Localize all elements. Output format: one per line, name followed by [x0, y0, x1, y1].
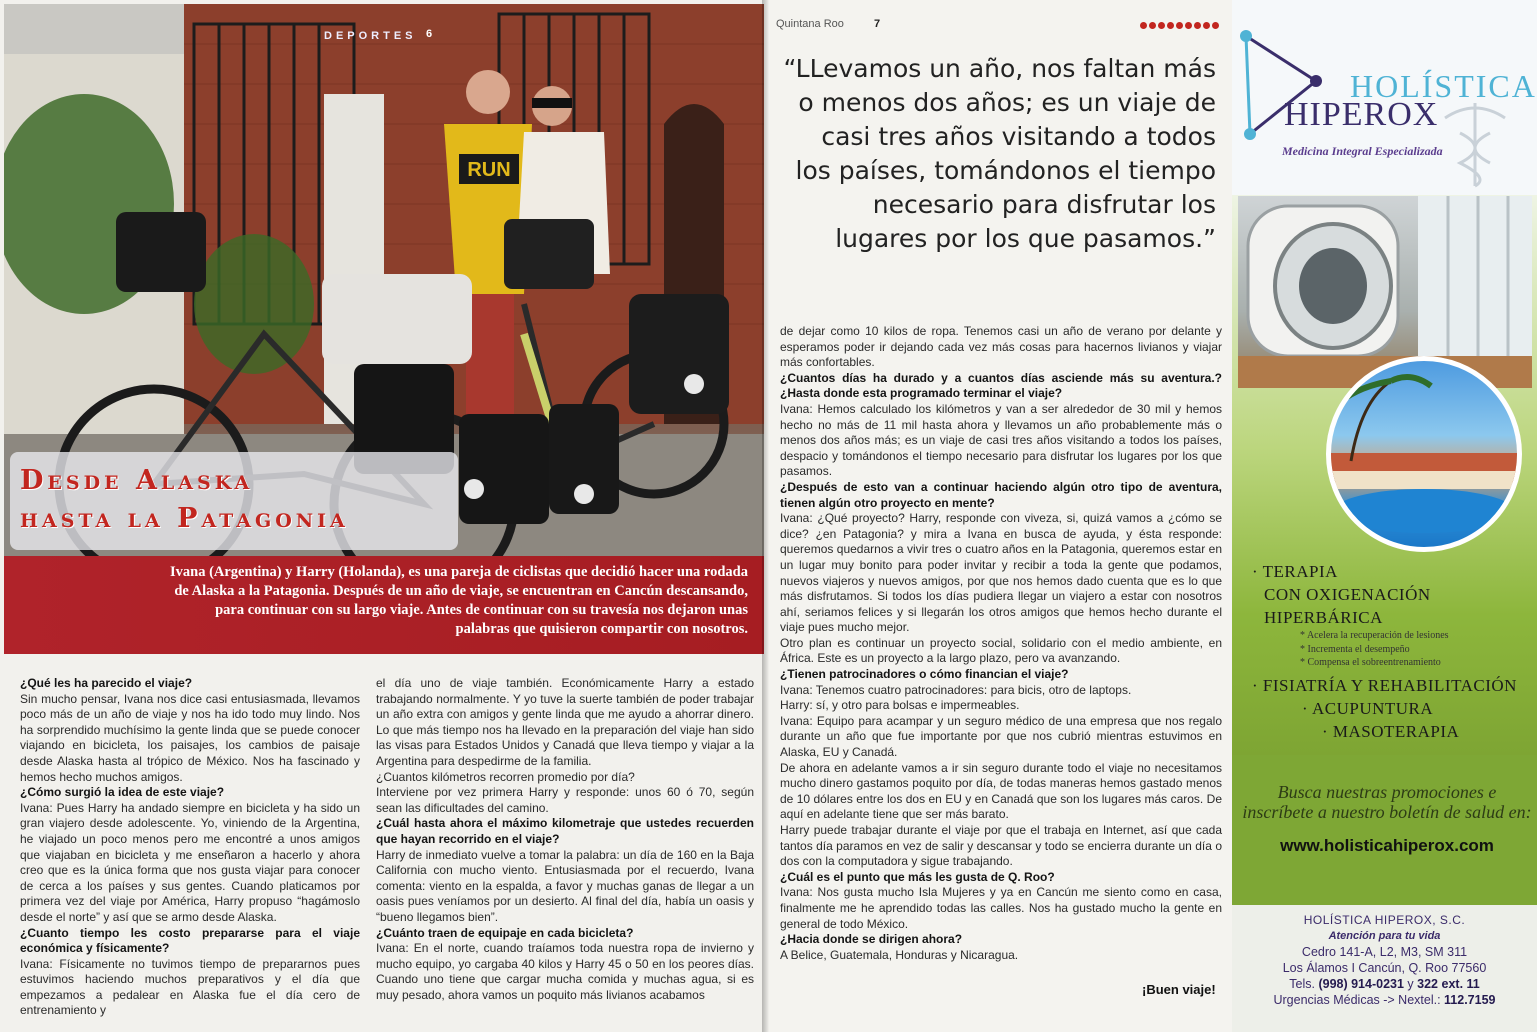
paragraph: Ivana: Equipo para acampar y un seguro médico de una empresa que nos regalo durante un año que fue importante por que nos cubrió mientras estuvimos en Alaska, EU y Canadá. — [780, 713, 1222, 760]
brand-tagline: Medicina Integral Especializada — [1282, 144, 1443, 158]
page-spine — [762, 0, 774, 1032]
article-column-2 — [376, 676, 754, 1003]
paragraph: Ivana: Hemos calculado los kilómetros y van a ser alrededor de 30 mil y hemos hecho no más de 11 mil hasta ahora y llevamos un año probablemente más o menos dos años más; es un viaje de casi tres años visitando a todos los países, despacio y tomándonos el tiempo necesario para disfrutar los lugares por los que pasamos. — [780, 401, 1222, 479]
service-masoterapia: · MASOTERAPIA — [1322, 721, 1460, 741]
brand-holistica: HOLÍSTICA — [1350, 68, 1537, 104]
ad-website: www.holisticahiperox.com — [1280, 836, 1494, 855]
interview-question: ¿Tienen patrocinadores o cómo financian el viaje? — [780, 667, 1069, 682]
service-hiperbarica: HIPERBÁRICA — [1264, 608, 1383, 627]
company-slogan: Atención para tu vida — [1328, 930, 1441, 942]
paragraph: Ivana: ¿Qué proyecto? Harry, responde con viveza, si, quizá vamos a ¿cómo se dice? ¿en Patagonia? y mira a Ivana en busca de ayuda, y ésta responde: queremos quedarnos a vivir tres o cuatro años en la Patagonia, queremos estar en un lugar muy bonito para poder invitar y recibir a toda la gente que podamos, nuevos viajeros y nuevos amigos, por que nos hemos dado cuenta que es lo que más disfrutamos. Si todos los días pudiera llegar un viajero a estar con nosotros ahí, seriamos felices y si llegarán los otros amigos que hemos hecho durante el viaje pues mucho mejor. — [780, 511, 1222, 635]
interview-question: ¿Cuál hasta ahora el máximo kilometraje que ustedes recuerden que hayan recorrido en el viaje? — [376, 816, 754, 846]
sign-off: ¡Buen viaje! — [1142, 982, 1216, 997]
page-number-right: 7 — [874, 18, 881, 30]
service-fisiatria: · FISIATRÍA Y REHABILITACIÓN — [1252, 675, 1517, 695]
service-acupuntura: · ACUPUNTURA — [1302, 698, 1434, 718]
article-column-3 — [780, 324, 1222, 963]
paragraph: Harry: sí, y otro para bolsas e impermeables. — [780, 698, 1020, 713]
interview-question: ¿Cuantos días ha durado y a cuantos días asciende más su aventura.?¿Hasta donde esta programado terminar el viaje? — [780, 370, 1222, 401]
company-name: HOLÍSTICA HIPEROX, S.C. — [1303, 913, 1466, 927]
title-line-2: hasta la Patagonia — [20, 503, 349, 534]
paragraph: Ivana: Nos gusta mucho Isla Mujeres y ya en Cancún me siento como en casa, finalmente me he aprendido todas las calles. Nos ha gustado mucho la gente en general de todo México. — [780, 885, 1222, 931]
urgent-line: Urgencias Médicas -> Nextel.: 112.7159 — [1273, 993, 1496, 1007]
paragraph: De ahora en adelante vamos a ir sin seguro durante todo el viaje no necesitamos mucho dinero gastamos poquito por día, de todas maneras hemos gastado menos de 10 dólares entre los dos en EU y en Canadá que son los lugares más caros. De aquí en adelante tiene que ser más barato. — [780, 760, 1222, 822]
interview-question: ¿Cuanto tiempo les costo prepararse para el viaje económica y físicamente? — [20, 925, 360, 956]
decorative-dots — [1140, 22, 1219, 29]
left-page — [0, 0, 768, 1032]
address-line-1: Cedro 141-A, L2, M3, SM 311 — [1301, 945, 1468, 959]
ad-logo-area — [1232, 0, 1537, 195]
paragraph: Harry de inmediato vuelve a tomar la palabra: un día de 160 en la Baja California con mucho viento. Entusiasmada por el recuerdo, Ivana comenta: viento en la espalda, a favor y muchas ganas de llegar a un oasis pues veníamos por un desierto. Al final del día, había un oasis y “bueno llegamos bien”. — [376, 847, 754, 924]
shirt-logo: RUN — [467, 159, 511, 181]
service-benefit-1: * Acelera la recuperación de lesiones — [1300, 630, 1449, 641]
paragraph: Ivana: Tenemos cuatro patrocinadores: para bicis, otro de laptops. — [780, 682, 1132, 697]
service-benefit-3: * Compensa el sobreentrenamiento — [1300, 657, 1441, 668]
paragraph: Otro plan es continuar un proyecto social, solidario con el medio ambiente, en África. Este es un proyecto a la largo plazo, pero va avanzando. — [780, 635, 1222, 666]
ad-promo-text: Busca nuestras promociones e inscríbete a nuestro boletín de salud en: — [1242, 782, 1532, 822]
brand-hiperox: HIPEROX — [1284, 96, 1439, 133]
paragraph: Ivana: En el norte, cuando traíamos toda nuestra ropa de invierno y mucho equipo, yo cargaba 40 kilos y Harry 45 o 50 en los peores días. Cuando uno tiene que cargar mucha comida y muchas agua, si es muy pesado, ahora vamos un poquito más livianos acabamos — [376, 941, 754, 1002]
paragraph: de dejar como 10 kilos de ropa. Tenemos casi un año de verano por delante y esperamos poder ir dejando cada vez más cosas para hacernos livianos y viajar más confortables. — [780, 324, 1222, 370]
service-terapia: · TERAPIA — [1252, 562, 1338, 581]
caduceus-icon — [1440, 98, 1510, 188]
phone-line: Tels. (998) 914-0231 y 322 ext. 11 — [1289, 977, 1480, 991]
interview-question: ¿Qué les ha parecido el viaje? — [20, 676, 193, 690]
paragraph: Harry puede trabajar durante el viaje por que el trabaja en Internet, así que cada tantos día paramos en vez de salir y descansar y todo se encierra durante un día o dos con la computadora y sigue trabajando. — [780, 823, 1222, 869]
interview-question: ¿Después de esto van a continuar haciendo algún otro tipo de aventura, tienen algún otro proyecto en mente? — [780, 479, 1222, 510]
page-header: Quintana Roo — [776, 18, 844, 30]
service-oxigenacion: CON OXIGENACIÓN — [1264, 585, 1431, 604]
paragraph: el día uno de viaje también. Económicamente Harry a estado trabajando normalmente. Y yo tuve la suerte también de poder trabajar un año extra con amigos y gente linda que me ayudo a ahorrar dinero. Lo que más tiempo nos ha llevado en la preparación del viaje han sido las visas para Estados Unidos y Canadá que lleva tiempo y viajar a la Argentina para despedirme de la familia. — [376, 676, 754, 768]
title-line-1: Desde Alaska — [20, 465, 254, 496]
address-line-2: Los Álamos I Cancún, Q. Roo 77560 — [1282, 961, 1487, 975]
paragraph: Sin mucho pensar, Ivana nos dice casi entusiasmada, llevamos poco más de un año de viaje y nos ha ido todo muy lindo. Nos ha sorprendido muchísimo la gente linda que se puede conocer viajando en bicicleta, los paisajes, los cambios de paisaje desde Alaska hasta al trópico de México. Nos ha fascinado y hemos hecho muchos amigos. — [20, 691, 360, 784]
article-lead: Ivana (Argentina) y Harry (Holanda), es una pareja de ciclistas que decidió hacer una rodada de Alaska a la Patagonia. Después de un año de viaje, se encuentran en Cancún descansando, para continuar con su largo viaje. Antes de continuar con su travesía nos dejaron unas palabras que quisieron compartir con nosotros. — [169, 564, 748, 637]
paragraph: ¿Cuantos kilómetros recorren promedio por día? — [376, 769, 635, 784]
interview-question: ¿Cómo surgió la idea de este viaje? — [20, 785, 225, 800]
pull-quote: “LLevamos un año, nos faltan más o menos dos años; es un viaje de casi tres años visitando a todos los países, tomándonos el tiempo necesario para disfrutar los lugares por los que pasamos.” — [783, 54, 1216, 253]
section-label: DEPORTES — [324, 30, 417, 42]
resort-illustration — [1331, 361, 1517, 547]
paragraph: Ivana: Físicamente no tuvimos tiempo de prepararnos pues estuvimos haciendo muchos preparativos y el día que empezamos a pedalear en Alaska fue el día cero de entrenamiento y — [20, 956, 360, 1018]
article-title — [10, 452, 458, 550]
ad-contact — [1232, 912, 1537, 1008]
article-column-1 — [20, 676, 360, 1019]
chamber-illustration — [1238, 196, 1532, 388]
hyperbaric-chamber-photo — [1238, 196, 1532, 388]
service-benefit-2: * Incrementa el desempeño — [1300, 643, 1410, 655]
paragraph: A Belice, Guatemala, Honduras y Nicaragua. — [780, 947, 1019, 962]
paragraph: Ivana: Pues Harry ha andado siempre en bicicleta y ha sido un gran viajero desde adolescente. Yo, viniendo de la Argentina, he viajado un poco menos pero me encontré a unos amigos que viajaban en bicicleta y me enseñaron a hacerlo y ahora creo que es la única forma que nos gusta viajar para conocer de cerca a los países y sus gentes. Cuando platicamos por primera vez del viaje por América, Harry propuso “hagámoslo desde el norte” y así que se armo desde Alaska. — [20, 800, 360, 924]
ad-services-list — [1252, 560, 1532, 743]
ad-promo-band — [1232, 755, 1537, 905]
paragraph: Interviene por vez primera Harry y responde: unos 60 ó 70, según sean las dificultades del camino. — [376, 785, 754, 815]
advertisement — [1232, 0, 1537, 1032]
page-number-left: 6 — [426, 28, 433, 40]
interview-question: ¿Cuánto traen de equipaje en cada bicicleta? — [376, 925, 634, 940]
interview-question: ¿Hacia donde se dirigen ahora? — [780, 932, 963, 947]
interview-question: ¿Cuál es el punto que más les gusta de Q. Roo? — [780, 869, 1055, 884]
resort-photo — [1326, 356, 1522, 552]
